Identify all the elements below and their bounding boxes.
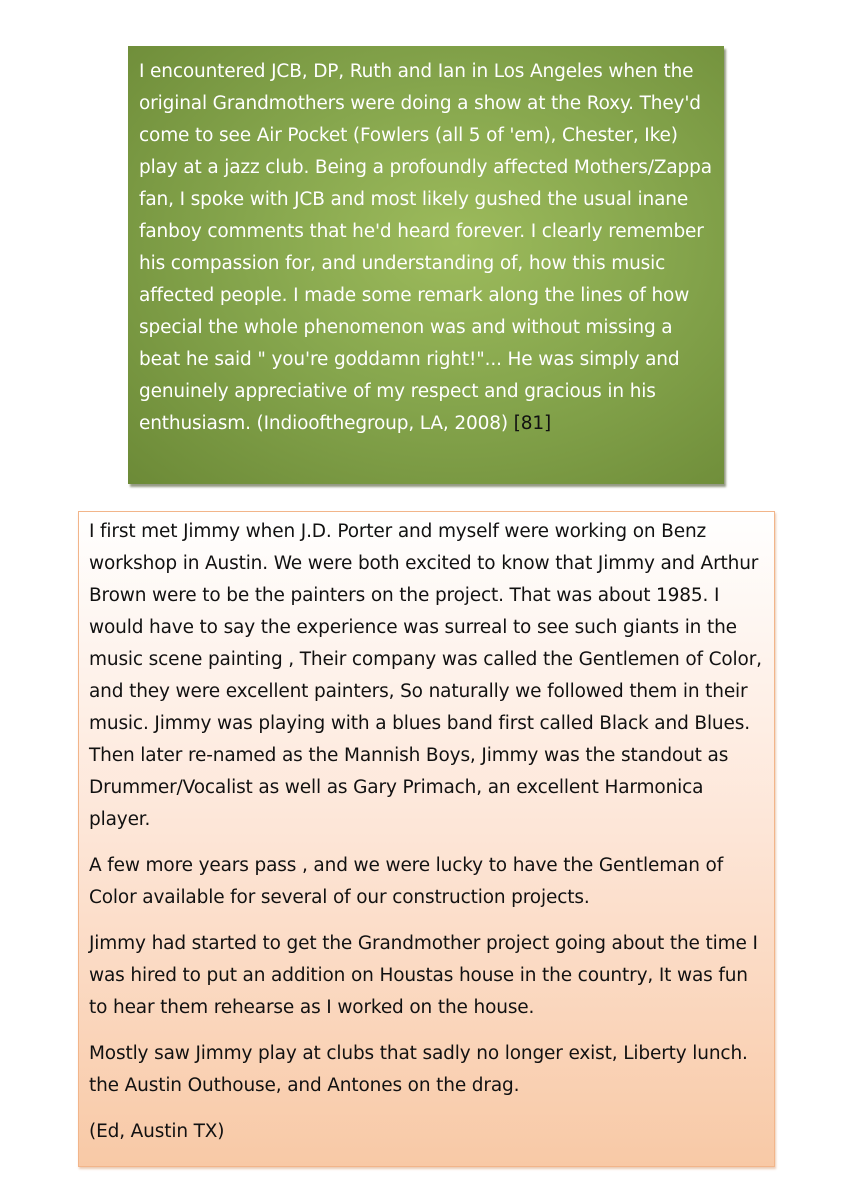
- testimonial-box: [78, 511, 775, 1167]
- quote-text: [139, 56, 714, 440]
- testimonial-paragraph-1: I first met Jimmy when J.D. Porter and myself were working on Benz workshop in Austin. We were both excited to know that Jimmy and Arthur Brown were to be the painters on the project. That was about 1985. I would have to say the experience was surreal to see such giants in the music scene painting , Their company was called the Gentlemen of Color, and they were excellent painters, So naturally we followed them in their music. Jimmy was playing with a blues band first called Black and Blues. Then later re-named as the Mannish Boys, Jimmy was the standout as Drummer/Vocalist as well as Gary Primach, an excellent Harmonica player.: [89, 521, 762, 830]
- testimonial-paragraph-4: Mostly saw Jimmy play at clubs that sadly no longer exist, Liberty lunch. the Austin Outhouse, and Antones on the drag.: [89, 1043, 748, 1096]
- quote-box: [128, 46, 724, 484]
- quote-body: I encountered JCB, DP, Ruth and Ian in Los Angeles when the original Grandmothers were doing a show at the Roxy. They'd come to see Air Pocket (Fowlers (all 5 of 'em), Chester, Ike) play at a jazz club. Being a profoundly affected Mothers/Zappa fan, I spoke with JCB and most likely gushed the usual inane fanboy comments that he'd heard forever. I clearly remember his compassion for, and understanding of, how this music affected people. I made some remark along the lines of how special the whole phenomenon was and without missing a beat he said " you're goddamn right!"... He was simply and genuinely appreciative of my respect and gracious in his enthusiasm. (Indioofthegroup, LA, 2008): [139, 61, 712, 434]
- reference-marker: [81]: [513, 413, 552, 434]
- testimonial-attribution: (Ed, Austin TX): [89, 1121, 225, 1142]
- testimonial-paragraph-2: A few more years pass , and we were lucky to have the Gentleman of Color available for several of our construction projects.: [89, 855, 724, 908]
- testimonial-paragraph-3: Jimmy had started to get the Grandmother project going about the time I was hired to put an addition on Houstas house in the country, It was fun to hear them rehearse as I worked on the house.: [89, 933, 758, 1018]
